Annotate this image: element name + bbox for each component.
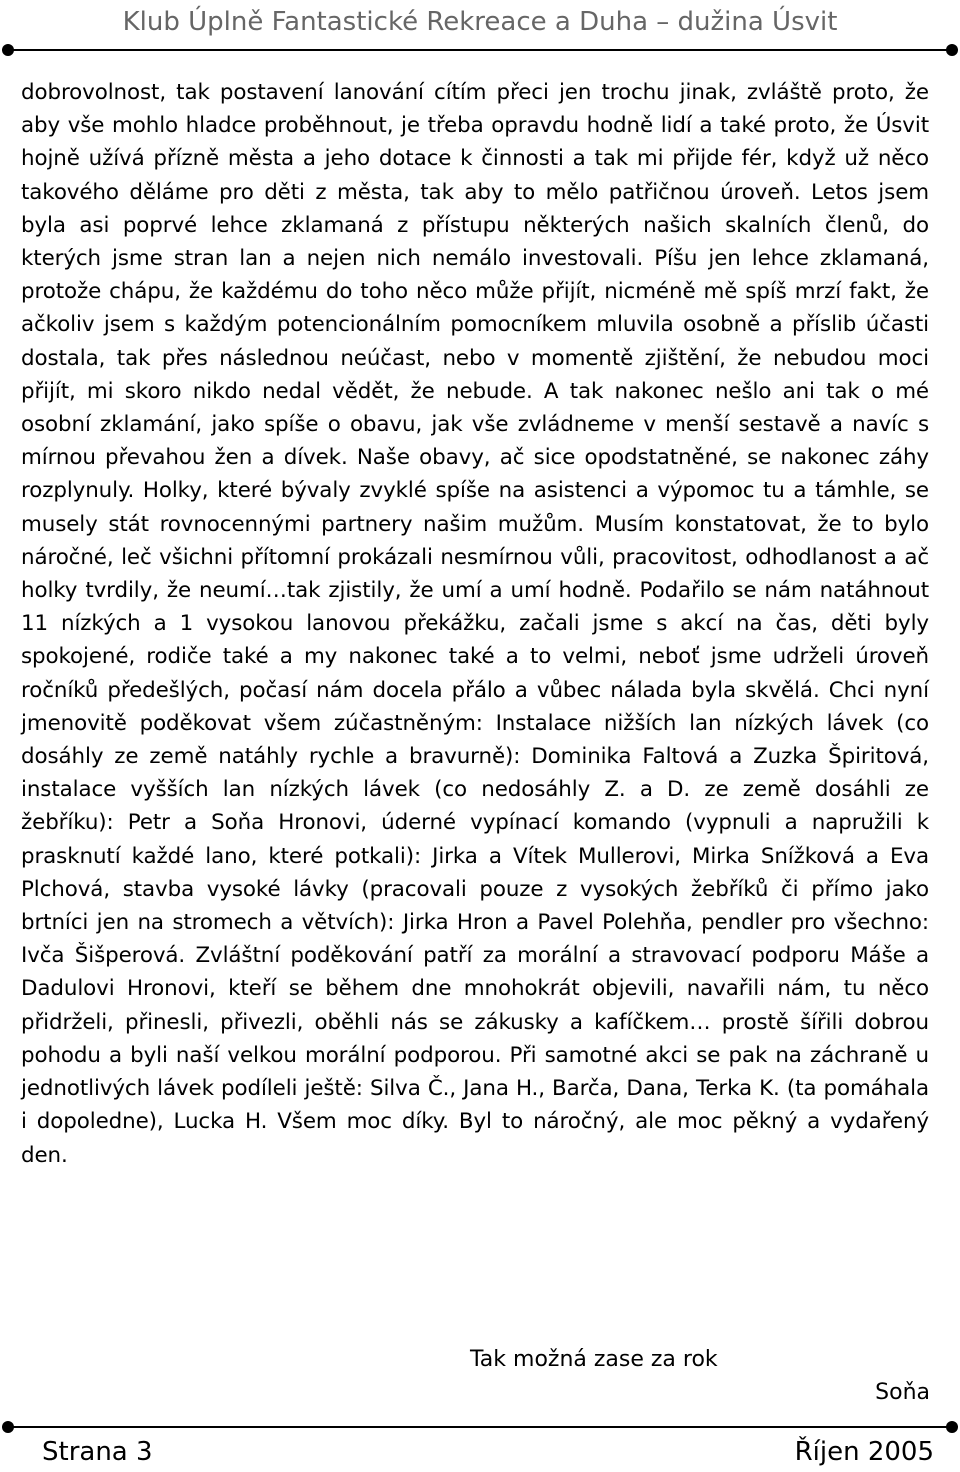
page-number: Strana 3 bbox=[42, 1437, 153, 1467]
divider-dot-right-icon bbox=[946, 44, 958, 56]
divider-dot-left-icon bbox=[2, 1421, 14, 1433]
divider-dot-right-icon bbox=[946, 1421, 958, 1433]
article-closing: Tak možná zase za rok bbox=[470, 1347, 718, 1372]
header-divider bbox=[6, 49, 954, 51]
article-body: dobrovolnost, tak postavení lanování cítím přeci jen trochu jinak, zvláště proto, že aby vše mohlo hladce proběhnout, je třeba opravdu hodně lidí a také proto, že Úsvit hojně užívá přízně města a jeho dotace k činnosti a tak mi přijde fér, když už něco takového děláme pro děti z města, tak aby to mělo patřičnou úroveň. Letos jsem byla asi poprvé lehce zklamaná z přístupu některých našich skalních členů, do kterých jsme stran lan a nejen nich nemálo investovali. Píšu jen lehce zklamaná, protože chápu, že každému do toho něco může přijít, nicméně mě spíš mrzí fakt, že ačkoliv jsem s každým potencionálním pomocníkem mluvila osobně a příslib účasti dostala, tak přes následnou neúčast, nebo v momentě zjištění, že nebudou moci přijít, mi skoro nikdo nedal vědět, že nebude. A tak nakonec nešlo ani tak o mé osobní zklamání, jako spíše o obavu, jak vše zvládneme v menší sestavě a navíc s mírnou převahou žen a dívek. Naše obavy, ač sice opodstatněné, se nakonec záhy rozplynuly. Holky, které bývaly zvyklé spíše na asistenci a výpomoc tu a támhle, se musely stát rovnocennými partnery našim mužům. Musím konstatovat, že to bylo náročné, leč všichni přítomní prokázali nesmírnou vůli, pracovitost, odhodlanost a ač holky tvrdily, že neumí…tak zjistily, že umí a umí hodně. Podařilo se nám natáhnout 11 nízkých a 1 vysokou lanovou překážku, začali jsme s akcí na čas, děti byly spokojené, rodiče také a my nakonec také a to velmi, neboť jsme udrželi úroveň ročníků předešlých, počasí nám docela přálo a vůbec nálada byla skvělá. Chci nyní jmenovitě poděkovat všem zúčastněným: Instalace nižších lan nízkých lávek (co dosáhly ze země natáhly rychle a bravurně): Dominika Faltová a Zuzka Špiritová, instalace vyšších lan nízkých lávek (co nedosáhly Z. a D. ze země dosáhli ze žebříku): Petr a Soňa Hronovi, úderné vypínací komando (vypnuli a napružili k prasknutí každé lano, které potkali): Jirka a Vítek Mullerovi, Mirka Snížková a Eva Plchová, stavba vysoké lávky (pracovali pouze z vysokých žebříků či přímo jako brtníci jen na stromech a větvích): Jirka Hron a Pavel Polehňa, pendler pro všechno: Ivča Šišperová. Zvláštní poděkování patří za morální a stravovací podporu Máše a Dadulovi Hronovi, kteří se během dne mnohokrát objevili, navařili nám, tu něco přidrželi, přinesli, přivezli, oběhli nás se zákusky a kafíčkem… prostě šířili dobrou pohodu a byli naší velkou morální podporou. Při samotné akci se pak na záchraně u jednotlivých lávek podíleli ještě: Silva Č., Jana H., Barča, Dana, Terka K. (ta pomáhala i dopoledne), Lucka H. Všem moc díky. Byl to náročný, ale moc pěkný a vydařený den. bbox=[21, 80, 929, 1168]
footer-divider bbox=[6, 1426, 954, 1428]
header-title: Klub Úplně Fantastické Rekreace a Duha – dužina Úsvit bbox=[122, 7, 838, 37]
article-signature: Soňa bbox=[875, 1380, 930, 1405]
divider-dot-left-icon bbox=[2, 44, 14, 56]
issue-date: Říjen 2005 bbox=[794, 1437, 934, 1467]
